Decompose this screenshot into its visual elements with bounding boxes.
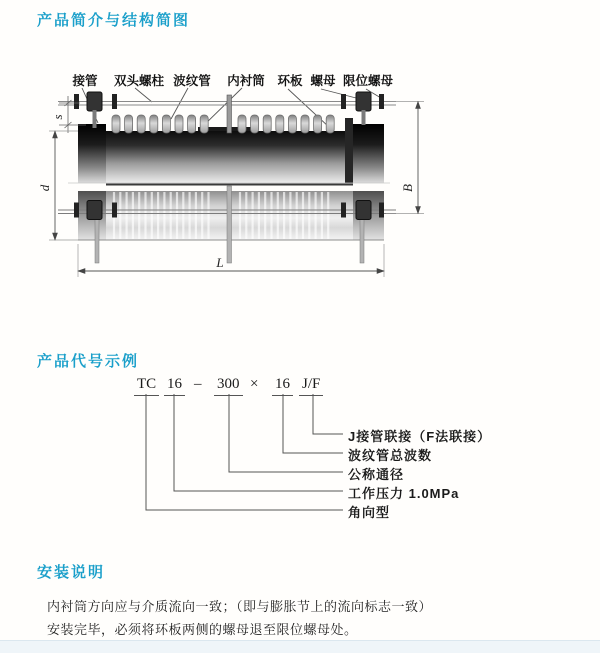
bellows-crowns-left [112,115,208,133]
part-label-liner: 内衬筒 [227,74,265,88]
left-pipe-end [78,124,106,183]
code-token-pressure: 16 [164,376,185,396]
code-token-times: × [250,376,259,392]
install-note-2: 安装完毕，必须将环板两侧的螺母退至限位螺母处。 [47,622,358,637]
part-label-stud: 双头螺柱 [113,74,165,88]
page-bottom-strip [0,640,600,653]
dim-s-label: s [50,114,65,120]
code-expl-connection: J接管联接（F法联接） [348,429,492,444]
expansion-joint-drawing [38,70,458,320]
code-expl-pressure: 工作压力 1.0MPa [348,486,460,501]
code-token-type: TC [134,376,159,396]
part-label-limitnut: 限位螺母 [342,74,394,88]
install-section-title: 安装说明 [37,564,106,581]
part-label-bellows: 波纹管 [173,74,211,88]
code-token-diameter: 300 [214,376,243,396]
dim-b-label: B [400,184,415,192]
center-pin [227,95,232,133]
code-expl-waves: 波纹管总波数 [348,448,433,463]
code-connector-lines [0,394,600,524]
right-pipe-end [353,124,384,183]
code-section-title: 产品代号示例 [37,353,140,370]
part-label-ringplate: 环板 [277,74,303,88]
code-token-dash: – [194,376,202,392]
part-label-pipe: 接管 [72,74,98,88]
bellows-crowns-right [238,115,334,133]
ring-plate [345,118,353,183]
dim-d-ext [49,131,78,240]
part-label-nut: 螺母 [310,74,336,88]
dim-l-label: L [216,255,224,270]
structure-diagram [38,70,458,320]
intro-section-title: 产品简介与结构简图 [37,12,191,29]
bellows-shell [106,131,353,183]
install-note-1: 内衬筒方向应与介质流向一致；（即与膨胀节上的流向标志一致） [47,599,433,614]
code-token-waves: 16 [272,376,293,396]
code-expl-type: 角向型 [348,505,391,520]
dim-d-label: d [38,184,52,192]
code-expl-diameter: 公称通径 [348,467,405,482]
code-token-connect: J/F [299,376,323,396]
